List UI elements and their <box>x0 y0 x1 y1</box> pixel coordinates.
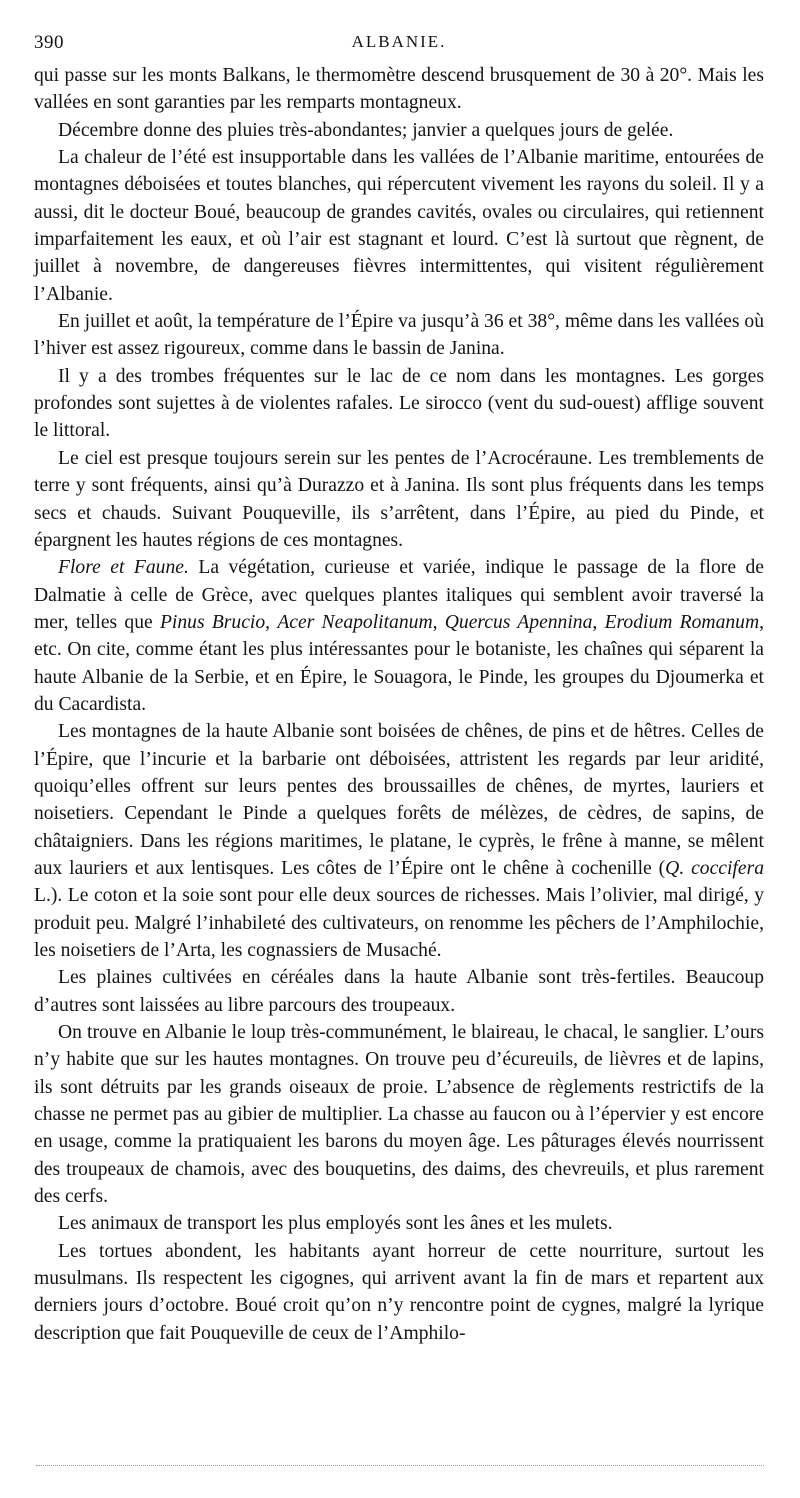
paragraph-waterspouts: Il y a des trombes fréquentes sur le lac de ce nom dans les montagnes. Les gorges profondes sont sujettes à de violentes rafales. Le sirocco (vent du sud-ouest) afflige souvent le littoral. <box>34 365 764 442</box>
paragraph-earthquakes: Le ciel est presque toujours serein sur les pentes de l’Acrocéraune. Les tremblements de terre y sont fréquents, ainsi qu’à Durazzo et à Janina. Ils sont plus fréquents dans les temps secs et chauds. Suivant Pouqueville, ils s’arrêtent, dans l’Épire, au pied du Pinde, et épargnent les hautes régions de ces montagnes. <box>34 447 764 551</box>
forests-text-end: L.). Le coton et la soie sont pour elle deux sources de richesses. Mais l’olivier, mal dirigé, y produit peu. Malgré l’inhabileté des cultivateurs, on renomme les pêchers de l’Amphilochie, les noisetiers de l’Arta, les cognassiers de Musaché. <box>34 885 764 961</box>
paragraph-flora-fauna <box>34 554 764 718</box>
section-heading-flora-fauna: Flore et Faune. <box>58 557 189 579</box>
plant-separator: , <box>265 611 278 633</box>
paragraph-balkans-temperature: qui passe sur les monts Balkans, le thermomètre descend brusquement de 30 à 20°. Mais les vallées en sont garanties par les remparts montagneux. <box>34 65 764 114</box>
page-header <box>34 32 764 56</box>
paragraph-december-rain: Décembre donne des pluies très-abondantes; janvier a quelques jours de gelée. <box>58 119 674 141</box>
plant-name-acer: Acer Neapolitanum <box>277 611 433 633</box>
plant-name-quercus: Quercus Apennina <box>444 611 593 633</box>
forests-text-start: Les montagnes de la haute Albanie sont boisées de chênes, de pins et de hêtres. Celles de l’Épire, que l’incurie et la barbarie ont déboisées, attristent les regards par leur aridité, quoiqu’elles offrent sur leurs pentes des broussailles de chênes, de myrtes, lauriers et noisetiers. Cependant le Pinde a quelques forêts de mélèzes, de cèdres, de sapins, de châtaigniers. Dans les régions maritimes, le platane, le cyprès, le frêne à manne, se mêlent aux lauriers et aux lentisques. Les côtes de l’Épire ont le chêne à cochenille ( <box>34 721 764 879</box>
flora-closing-text: , etc. On cite, comme étant les plus intéressantes pour le botaniste, les chaînes qui séparent la haute Albanie de la Serbie, et en Épire, le Souagora, le Pinde, les groupes du Djoumerka et du Cacardista. <box>34 611 765 715</box>
paragraph-epirus-temperature: En juillet et août, la température de l’Épire va jusqu’à 36 et 38°, même dans les vallées où l’hiver est assez rigoureux, comme dans le bassin de Janina. <box>34 311 764 360</box>
paragraph-transport-animals: Les animaux de transport les plus employés sont les ânes et les mulets. <box>58 1213 613 1235</box>
species-name-coccifera: Q. coccifera <box>665 857 764 879</box>
paragraph-tortoises-storks: Les tortues abondent, les habitants ayant horreur de cette nourriture, surtout les musulmans. Ils respectent les cigognes, qui arrivent avant la fin de mars et repartent aux derniers jours d’octobre. Boué croit qu’on n’y rencontre point de cygnes, malgré la lyrique description que fait Pouqueville de ceux de l’Amphilo- <box>34 1240 764 1344</box>
paragraph-wildlife: On trouve en Albanie le loup très-communément, le blaireau, le chacal, le sanglier. L’ours n’y habite que sur les hautes montagnes. On trouve peu d’écureuils, de lièvres et de lapins, ils sont détruits par les grands oiseaux de proie. L’absence de règlements restrictifs de la chasse ne permet pas au gibier de multiplier. La chasse au faucon ou à l’épervier y est encore en usage, comme la pratiquaient les barons du moyen âge. Les pâturages élevés nourrissent des troupeaux de chamois, avec des bouquetins, des daims, des chevreuils, et plus rarement des cerfs. <box>34 1022 764 1208</box>
flora-intro-text: La végétation, curieuse et variée, indique le passage de la flore de Dalmatie à celle de Grèce, avec quelques plantes italiques qui semblent avoir traversé la mer, telles que <box>34 557 764 633</box>
body-text <box>34 62 764 1347</box>
paragraph-forests <box>34 718 764 964</box>
running-head: ALBANIE. <box>351 32 447 51</box>
plant-name-erodium: Erodium Romanum <box>604 611 760 633</box>
bottom-rule <box>36 1465 764 1466</box>
page-number: 390 <box>34 32 64 53</box>
plant-name-pinus: Pinus Brucio <box>159 611 266 633</box>
plant-separator: , <box>592 611 605 633</box>
paragraph-plains: Les plaines cultivées en céréales dans la haute Albanie sont très-fertiles. Beaucoup d’autres sont laissées au libre parcours des troupeaux. <box>34 967 764 1016</box>
paragraph-summer-heat: La chaleur de l’été est insupportable dans les vallées de l’Albanie maritime, entourées de montagnes déboisées et toutes blanches, qui répercutent vivement les rayons du soleil. Il y a aussi, dit le docteur Boué, beaucoup de grandes cavités, ovales ou circulaires, qui retiennent imparfaitement les eaux, et où l’air est stagnant et lourd. C’est là surtout que règnent, de juillet à novembre, de dangereuses fièvres intermittentes, qui visitent régulièrement l’Albanie. <box>34 147 764 305</box>
plant-separator: , <box>432 611 445 633</box>
